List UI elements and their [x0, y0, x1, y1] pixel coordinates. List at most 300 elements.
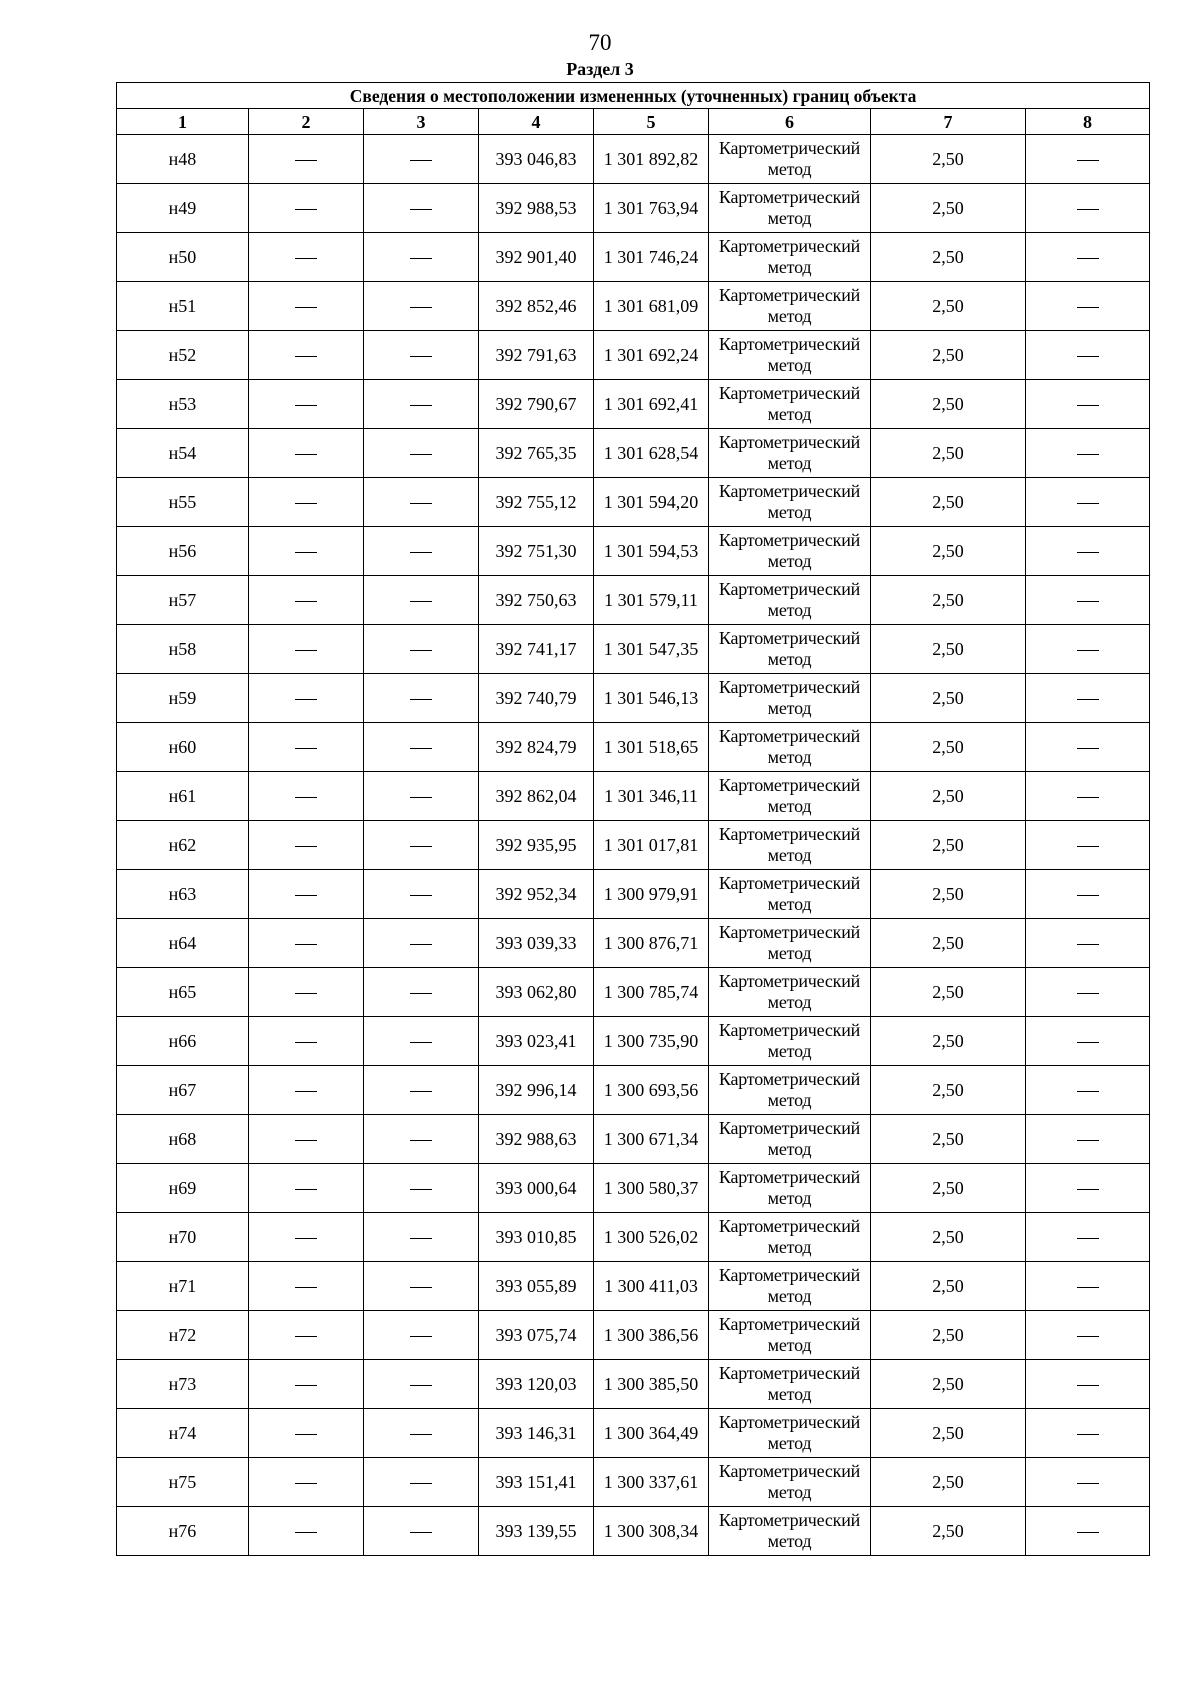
x-coordinate-cell: 392 791,63 [479, 331, 594, 380]
y-coordinate-cell: 1 300 671,34 [594, 1115, 709, 1164]
dash-mark [410, 1287, 432, 1288]
col3-cell [364, 576, 479, 625]
table-row [117, 184, 1150, 233]
table-row [117, 233, 1150, 282]
dash-mark [1077, 699, 1099, 700]
accuracy-cell: 2,50 [871, 184, 1026, 233]
table-row [117, 527, 1150, 576]
point-cell: н56 [117, 527, 249, 576]
y-coordinate-cell: 1 301 594,20 [594, 478, 709, 527]
accuracy-cell: 2,50 [871, 870, 1026, 919]
accuracy-cell: 2,50 [871, 233, 1026, 282]
dash-mark [410, 993, 432, 994]
x-coordinate-cell: 393 146,31 [479, 1409, 594, 1458]
col2-cell [249, 576, 364, 625]
point-cell: н49 [117, 184, 249, 233]
col3-cell [364, 1311, 479, 1360]
x-coordinate-cell: 393 039,33 [479, 919, 594, 968]
column-header-1: 1 [117, 109, 249, 135]
table-row [117, 1507, 1150, 1556]
point-cell: н66 [117, 1017, 249, 1066]
dash-mark [410, 1140, 432, 1141]
point-cell: н67 [117, 1066, 249, 1115]
table-row [117, 625, 1150, 674]
col8-cell [1026, 1311, 1150, 1360]
y-coordinate-cell: 1 301 518,65 [594, 723, 709, 772]
col3-cell [364, 331, 479, 380]
table-row [117, 1360, 1150, 1409]
col8-cell [1026, 1213, 1150, 1262]
col8-cell [1026, 1017, 1150, 1066]
dash-mark [1077, 944, 1099, 945]
table-row [117, 1311, 1150, 1360]
col8-cell [1026, 1115, 1150, 1164]
table-row [117, 772, 1150, 821]
col3-cell [364, 1066, 479, 1115]
dash-mark [410, 1042, 432, 1043]
col2-cell [249, 233, 364, 282]
x-coordinate-cell: 392 852,46 [479, 282, 594, 331]
dash-mark [1077, 307, 1099, 308]
dash-mark [410, 601, 432, 602]
x-coordinate-cell: 392 988,63 [479, 1115, 594, 1164]
dash-mark [1077, 993, 1099, 994]
dash-mark [295, 1140, 317, 1141]
point-cell: н75 [117, 1458, 249, 1507]
col8-cell [1026, 233, 1150, 282]
col2-cell [249, 772, 364, 821]
x-coordinate-cell: 392 901,40 [479, 233, 594, 282]
accuracy-cell: 2,50 [871, 135, 1026, 184]
x-coordinate-cell: 393 023,41 [479, 1017, 594, 1066]
dash-mark [1077, 258, 1099, 259]
col8-cell [1026, 1262, 1150, 1311]
y-coordinate-cell: 1 301 763,94 [594, 184, 709, 233]
col3-cell [364, 135, 479, 184]
method-cell: Картометрический метод [709, 674, 871, 723]
column-header-2: 2 [249, 109, 364, 135]
dash-mark [295, 699, 317, 700]
col3-cell [364, 968, 479, 1017]
dash-mark [1077, 650, 1099, 651]
dash-mark [410, 405, 432, 406]
col2-cell [249, 723, 364, 772]
dash-mark [1077, 503, 1099, 504]
col2-cell [249, 625, 364, 674]
accuracy-cell: 2,50 [871, 1017, 1026, 1066]
table-row [117, 1115, 1150, 1164]
table-body [117, 135, 1150, 1556]
method-cell: Картометрический метод [709, 1360, 871, 1409]
point-cell: н50 [117, 233, 249, 282]
col2-cell [249, 1262, 364, 1311]
method-cell: Картометрический метод [709, 772, 871, 821]
y-coordinate-cell: 1 300 580,37 [594, 1164, 709, 1213]
dash-mark [1077, 1042, 1099, 1043]
col2-cell [249, 527, 364, 576]
point-cell: н74 [117, 1409, 249, 1458]
x-coordinate-cell: 393 046,83 [479, 135, 594, 184]
point-cell: н52 [117, 331, 249, 380]
col3-cell [364, 1164, 479, 1213]
method-cell: Картометрический метод [709, 527, 871, 576]
x-coordinate-cell: 393 151,41 [479, 1458, 594, 1507]
accuracy-cell: 2,50 [871, 1164, 1026, 1213]
col3-cell [364, 870, 479, 919]
col8-cell [1026, 1507, 1150, 1556]
col2-cell [249, 919, 364, 968]
accuracy-cell: 2,50 [871, 282, 1026, 331]
col8-cell [1026, 478, 1150, 527]
dash-mark [295, 846, 317, 847]
col2-cell [249, 1458, 364, 1507]
accuracy-cell: 2,50 [871, 1115, 1026, 1164]
x-coordinate-cell: 393 075,74 [479, 1311, 594, 1360]
dash-mark [410, 307, 432, 308]
col3-cell [364, 380, 479, 429]
method-cell: Картометрический метод [709, 233, 871, 282]
col3-cell [364, 1262, 479, 1311]
col2-cell [249, 1066, 364, 1115]
table-row [117, 968, 1150, 1017]
y-coordinate-cell: 1 301 692,41 [594, 380, 709, 429]
dash-mark [295, 1287, 317, 1288]
method-cell: Картометрический метод [709, 1311, 871, 1360]
x-coordinate-cell: 393 062,80 [479, 968, 594, 1017]
point-cell: н72 [117, 1311, 249, 1360]
method-cell: Картометрический метод [709, 625, 871, 674]
dash-mark [295, 258, 317, 259]
dash-mark [295, 209, 317, 210]
dash-mark [1077, 1140, 1099, 1141]
col3-cell [364, 527, 479, 576]
column-header-6: 6 [709, 109, 871, 135]
point-cell: н48 [117, 135, 249, 184]
x-coordinate-cell: 392 751,30 [479, 527, 594, 576]
y-coordinate-cell: 1 300 308,34 [594, 1507, 709, 1556]
dash-mark [410, 160, 432, 161]
col8-cell [1026, 1066, 1150, 1115]
column-header-4: 4 [479, 109, 594, 135]
table-row [117, 1458, 1150, 1507]
x-coordinate-cell: 392 824,79 [479, 723, 594, 772]
dash-mark [410, 1091, 432, 1092]
dash-mark [295, 748, 317, 749]
accuracy-cell: 2,50 [871, 331, 1026, 380]
table-row [117, 821, 1150, 870]
y-coordinate-cell: 1 300 385,50 [594, 1360, 709, 1409]
col3-cell [364, 1213, 479, 1262]
col2-cell [249, 380, 364, 429]
table-row [117, 576, 1150, 625]
col8-cell [1026, 527, 1150, 576]
accuracy-cell: 2,50 [871, 429, 1026, 478]
col2-cell [249, 184, 364, 233]
y-coordinate-cell: 1 301 579,11 [594, 576, 709, 625]
col3-cell [364, 429, 479, 478]
col3-cell [364, 1409, 479, 1458]
y-coordinate-cell: 1 300 735,90 [594, 1017, 709, 1066]
dash-mark [410, 846, 432, 847]
table-row [117, 870, 1150, 919]
x-coordinate-cell: 393 139,55 [479, 1507, 594, 1556]
dash-mark [1077, 1238, 1099, 1239]
y-coordinate-cell: 1 300 386,56 [594, 1311, 709, 1360]
dash-mark [410, 1238, 432, 1239]
accuracy-cell: 2,50 [871, 625, 1026, 674]
accuracy-cell: 2,50 [871, 1213, 1026, 1262]
col2-cell [249, 331, 364, 380]
accuracy-cell: 2,50 [871, 772, 1026, 821]
table-row [117, 1066, 1150, 1115]
x-coordinate-cell: 392 765,35 [479, 429, 594, 478]
point-cell: н55 [117, 478, 249, 527]
col2-cell [249, 1409, 364, 1458]
x-coordinate-cell: 392 952,34 [479, 870, 594, 919]
accuracy-cell: 2,50 [871, 919, 1026, 968]
dash-mark [295, 1434, 317, 1435]
method-cell: Картометрический метод [709, 1115, 871, 1164]
col3-cell [364, 1115, 479, 1164]
dash-mark [1077, 454, 1099, 455]
x-coordinate-cell: 392 741,17 [479, 625, 594, 674]
table-row [117, 1409, 1150, 1458]
dash-mark [295, 1385, 317, 1386]
dash-mark [1077, 160, 1099, 161]
dash-mark [410, 895, 432, 896]
method-cell: Картометрический метод [709, 1213, 871, 1262]
accuracy-cell: 2,50 [871, 821, 1026, 870]
y-coordinate-cell: 1 301 546,13 [594, 674, 709, 723]
col2-cell [249, 478, 364, 527]
col8-cell [1026, 1409, 1150, 1458]
col3-cell [364, 1360, 479, 1409]
table-row [117, 478, 1150, 527]
dash-mark [1077, 1091, 1099, 1092]
col3-cell [364, 919, 479, 968]
section-title: Раздел 3 [566, 59, 634, 79]
col8-cell [1026, 723, 1150, 772]
col8-cell [1026, 821, 1150, 870]
point-cell: н65 [117, 968, 249, 1017]
method-cell: Картометрический метод [709, 331, 871, 380]
dash-mark [1077, 209, 1099, 210]
accuracy-cell: 2,50 [871, 1262, 1026, 1311]
col3-cell [364, 625, 479, 674]
point-cell: н61 [117, 772, 249, 821]
dash-mark [410, 650, 432, 651]
dash-mark [295, 1189, 317, 1190]
column-header-row [117, 109, 1150, 135]
point-cell: н76 [117, 1507, 249, 1556]
col2-cell [249, 1360, 364, 1409]
col3-cell [364, 184, 479, 233]
col2-cell [249, 821, 364, 870]
dash-mark [295, 1483, 317, 1484]
col8-cell [1026, 674, 1150, 723]
y-coordinate-cell: 1 300 876,71 [594, 919, 709, 968]
col3-cell [364, 1017, 479, 1066]
x-coordinate-cell: 393 010,85 [479, 1213, 594, 1262]
dash-mark [410, 699, 432, 700]
y-coordinate-cell: 1 301 746,24 [594, 233, 709, 282]
dash-mark [295, 895, 317, 896]
column-header-5: 5 [594, 109, 709, 135]
col3-cell [364, 723, 479, 772]
x-coordinate-cell: 392 862,04 [479, 772, 594, 821]
x-coordinate-cell: 392 740,79 [479, 674, 594, 723]
method-cell: Картометрический метод [709, 870, 871, 919]
dash-mark [1077, 846, 1099, 847]
accuracy-cell: 2,50 [871, 723, 1026, 772]
y-coordinate-cell: 1 301 892,82 [594, 135, 709, 184]
x-coordinate-cell: 393 055,89 [479, 1262, 594, 1311]
col8-cell [1026, 870, 1150, 919]
point-cell: н53 [117, 380, 249, 429]
col2-cell [249, 429, 364, 478]
col2-cell [249, 1164, 364, 1213]
col8-cell [1026, 968, 1150, 1017]
accuracy-cell: 2,50 [871, 1066, 1026, 1115]
y-coordinate-cell: 1 301 594,53 [594, 527, 709, 576]
y-coordinate-cell: 1 300 785,74 [594, 968, 709, 1017]
method-cell: Картометрический метод [709, 282, 871, 331]
accuracy-cell: 2,50 [871, 1409, 1026, 1458]
col3-cell [364, 821, 479, 870]
method-cell: Картометрический метод [709, 1507, 871, 1556]
dash-mark [410, 1483, 432, 1484]
y-coordinate-cell: 1 301 346,11 [594, 772, 709, 821]
col8-cell [1026, 919, 1150, 968]
table-row [117, 282, 1150, 331]
table-row [117, 1017, 1150, 1066]
point-cell: н73 [117, 1360, 249, 1409]
accuracy-cell: 2,50 [871, 576, 1026, 625]
table-row [117, 429, 1150, 478]
col8-cell [1026, 1458, 1150, 1507]
table-row [117, 1213, 1150, 1262]
col8-cell [1026, 1360, 1150, 1409]
dash-mark [410, 454, 432, 455]
point-cell: н69 [117, 1164, 249, 1213]
col3-cell [364, 772, 479, 821]
col8-cell [1026, 429, 1150, 478]
dash-mark [295, 944, 317, 945]
col3-cell [364, 233, 479, 282]
dash-mark [295, 797, 317, 798]
dash-mark [1077, 1532, 1099, 1533]
dash-mark [1077, 1434, 1099, 1435]
col8-cell [1026, 135, 1150, 184]
col8-cell [1026, 184, 1150, 233]
method-cell: Картометрический метод [709, 380, 871, 429]
dash-mark [295, 356, 317, 357]
accuracy-cell: 2,50 [871, 380, 1026, 429]
y-coordinate-cell: 1 300 526,02 [594, 1213, 709, 1262]
col8-cell [1026, 331, 1150, 380]
point-cell: н59 [117, 674, 249, 723]
point-cell: н60 [117, 723, 249, 772]
dash-mark [410, 1336, 432, 1337]
dash-mark [1077, 1336, 1099, 1337]
point-cell: н70 [117, 1213, 249, 1262]
column-header-3: 3 [364, 109, 479, 135]
col8-cell [1026, 772, 1150, 821]
dash-mark [1077, 601, 1099, 602]
dash-mark [410, 209, 432, 210]
point-cell: н68 [117, 1115, 249, 1164]
col8-cell [1026, 625, 1150, 674]
method-cell: Картометрический метод [709, 478, 871, 527]
dash-mark [295, 552, 317, 553]
point-cell: н71 [117, 1262, 249, 1311]
col2-cell [249, 674, 364, 723]
col2-cell [249, 1115, 364, 1164]
dash-mark [1077, 797, 1099, 798]
col2-cell [249, 1017, 364, 1066]
dash-mark [410, 1189, 432, 1190]
dash-mark [410, 748, 432, 749]
table-caption: Сведения о местоположении измененных (уточненных) границ объекта [117, 83, 1150, 109]
accuracy-cell: 2,50 [871, 527, 1026, 576]
accuracy-cell: 2,50 [871, 478, 1026, 527]
x-coordinate-cell: 392 996,14 [479, 1066, 594, 1115]
dash-mark [295, 1091, 317, 1092]
dash-mark [1077, 1287, 1099, 1288]
dash-mark [1077, 895, 1099, 896]
col2-cell [249, 1507, 364, 1556]
dash-mark [1077, 1189, 1099, 1190]
dash-mark [295, 307, 317, 308]
y-coordinate-cell: 1 300 411,03 [594, 1262, 709, 1311]
dash-mark [295, 503, 317, 504]
accuracy-cell: 2,50 [871, 1311, 1026, 1360]
method-cell: Картометрический метод [709, 1164, 871, 1213]
x-coordinate-cell: 392 988,53 [479, 184, 594, 233]
boundary-coordinates-table [116, 82, 1150, 1556]
y-coordinate-cell: 1 300 337,61 [594, 1458, 709, 1507]
table-row [117, 1262, 1150, 1311]
y-coordinate-cell: 1 301 547,35 [594, 625, 709, 674]
x-coordinate-cell: 393 120,03 [479, 1360, 594, 1409]
table-row [117, 1164, 1150, 1213]
col2-cell [249, 282, 364, 331]
page-number: 70 [588, 30, 612, 55]
method-cell: Картометрический метод [709, 576, 871, 625]
table-row [117, 919, 1150, 968]
method-cell: Картометрический метод [709, 1409, 871, 1458]
y-coordinate-cell: 1 300 693,56 [594, 1066, 709, 1115]
table-row [117, 135, 1150, 184]
y-coordinate-cell: 1 301 017,81 [594, 821, 709, 870]
method-cell: Картометрический метод [709, 1066, 871, 1115]
dash-mark [295, 160, 317, 161]
dash-mark [410, 356, 432, 357]
x-coordinate-cell: 392 790,67 [479, 380, 594, 429]
col3-cell [364, 1507, 479, 1556]
dash-mark [1077, 1483, 1099, 1484]
accuracy-cell: 2,50 [871, 1360, 1026, 1409]
point-cell: н62 [117, 821, 249, 870]
dash-mark [1077, 552, 1099, 553]
dash-mark [410, 552, 432, 553]
column-header-7: 7 [871, 109, 1026, 135]
dash-mark [1077, 748, 1099, 749]
x-coordinate-cell: 392 750,63 [479, 576, 594, 625]
col2-cell [249, 968, 364, 1017]
dash-mark [410, 1434, 432, 1435]
col2-cell [249, 1311, 364, 1360]
